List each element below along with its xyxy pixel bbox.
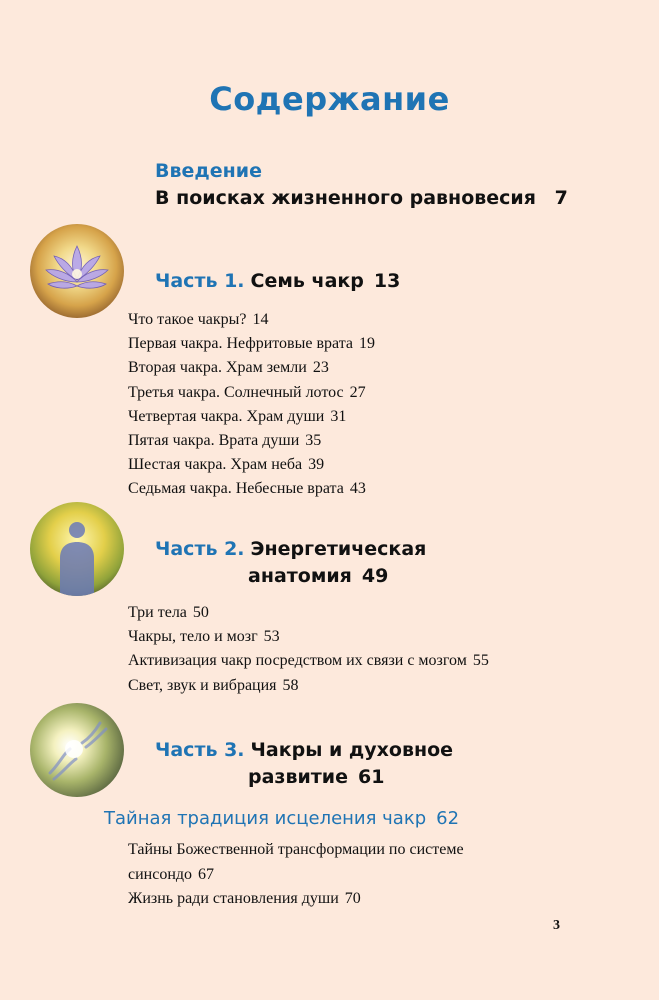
toc-item[interactable]	[128, 429, 375, 453]
toc-item[interactable]	[128, 308, 375, 332]
part-2-title-line2: анатомия	[248, 565, 352, 587]
toc-item-page: 19	[358, 335, 375, 353]
toc-item-title: Шестая чакра. Храм неба	[128, 456, 303, 474]
subsection-heading[interactable]	[104, 808, 459, 829]
toc-item-page: 23	[312, 359, 329, 377]
toc-item-page: 67	[198, 865, 215, 883]
part-3-title-line1: Чакры и духовное	[250, 739, 454, 761]
part-1-page: 13	[373, 270, 401, 292]
toc-item[interactable]	[128, 477, 375, 501]
toc-item-page: 39	[308, 456, 325, 474]
part-2-page: 49	[361, 565, 389, 587]
subsection-title: Тайная традиция исцеления чакр	[104, 808, 427, 829]
part-3-page: 61	[358, 766, 385, 788]
toc-item-title: Чакры, тело и мозг	[128, 628, 258, 646]
part-1-label: Часть 1.	[155, 270, 245, 292]
toc-item[interactable]	[128, 625, 489, 649]
toc-item-title: Третья чакра. Солнечный лотос	[128, 383, 344, 401]
part-2-heading-cont[interactable]	[248, 565, 388, 587]
toc-item-title: Три тела	[128, 604, 187, 621]
toc-item[interactable]	[128, 332, 375, 356]
toc-item[interactable]	[128, 887, 548, 912]
toc-item-title: Пятая чакра. Врата души	[128, 432, 300, 450]
toc-item-page: 55	[472, 652, 489, 670]
toc-item-title: Седьмая чакра. Небесные врата	[128, 480, 344, 498]
toc-item-title: Активизация чакр посредством их связи с мозгом	[128, 652, 467, 670]
part-2-heading[interactable]	[155, 538, 426, 560]
part-1-heading[interactable]	[155, 270, 400, 292]
toc-item-title: Вторая чакра. Храм земли	[128, 359, 307, 377]
intro-page: 7	[554, 187, 568, 209]
healing-hands-icon	[30, 703, 124, 797]
toc-item-page: 31	[330, 407, 347, 425]
part-3-label: Часть 3.	[155, 739, 245, 761]
toc-item-title: Свет, звук и вибрация	[128, 676, 277, 694]
part-3-title-line2: развитие	[248, 766, 349, 788]
part-2-label: Часть 2.	[155, 538, 245, 560]
toc-item-page: 70	[344, 890, 361, 907]
part-3-heading-cont[interactable]	[248, 766, 384, 788]
part-3-heading[interactable]	[155, 739, 453, 761]
lotus-icon	[30, 224, 124, 318]
page-number: 3	[553, 918, 560, 933]
toc-item-page: 35	[305, 432, 322, 450]
toc-item-title: Жизнь ради становления души	[128, 890, 339, 907]
toc-item[interactable]	[128, 838, 548, 887]
part-2-list	[128, 601, 489, 698]
intro-entry[interactable]	[155, 187, 568, 209]
toc-item[interactable]	[128, 381, 375, 405]
toc-item-title: Тайны Божественной трансформации по системе синсондо	[128, 841, 464, 883]
toc-item-page: 50	[192, 604, 209, 621]
toc-item-page: 43	[349, 480, 366, 498]
part-1-list	[128, 308, 375, 502]
toc-item-page: 53	[263, 628, 280, 646]
toc-item[interactable]	[128, 405, 375, 429]
part-1-title: Семь чакр	[250, 270, 364, 292]
human-figure-icon	[30, 502, 124, 596]
toc-item[interactable]	[128, 356, 375, 380]
intro-title: В поисках жизненного равновесия	[155, 187, 536, 209]
toc-item[interactable]	[128, 649, 489, 673]
subsection-page: 62	[436, 808, 460, 829]
toc-item-page: 14	[252, 311, 269, 328]
toc-item[interactable]	[128, 453, 375, 477]
toc-item-title: Первая чакра. Нефритовые врата	[128, 335, 353, 353]
toc-item[interactable]	[128, 601, 489, 625]
toc-item-title: Что такое чакры?	[128, 311, 247, 328]
page-title: Содержание	[209, 80, 450, 118]
toc-item-title: Четвертая чакра. Храм души	[128, 407, 325, 425]
subsection-list	[128, 838, 548, 912]
toc-item-page: 58	[282, 676, 299, 694]
part-2-title-line1: Энергетическая	[250, 538, 427, 560]
intro-label: Введение	[155, 160, 262, 182]
toc-item[interactable]	[128, 674, 489, 698]
toc-item-page: 27	[349, 383, 366, 401]
